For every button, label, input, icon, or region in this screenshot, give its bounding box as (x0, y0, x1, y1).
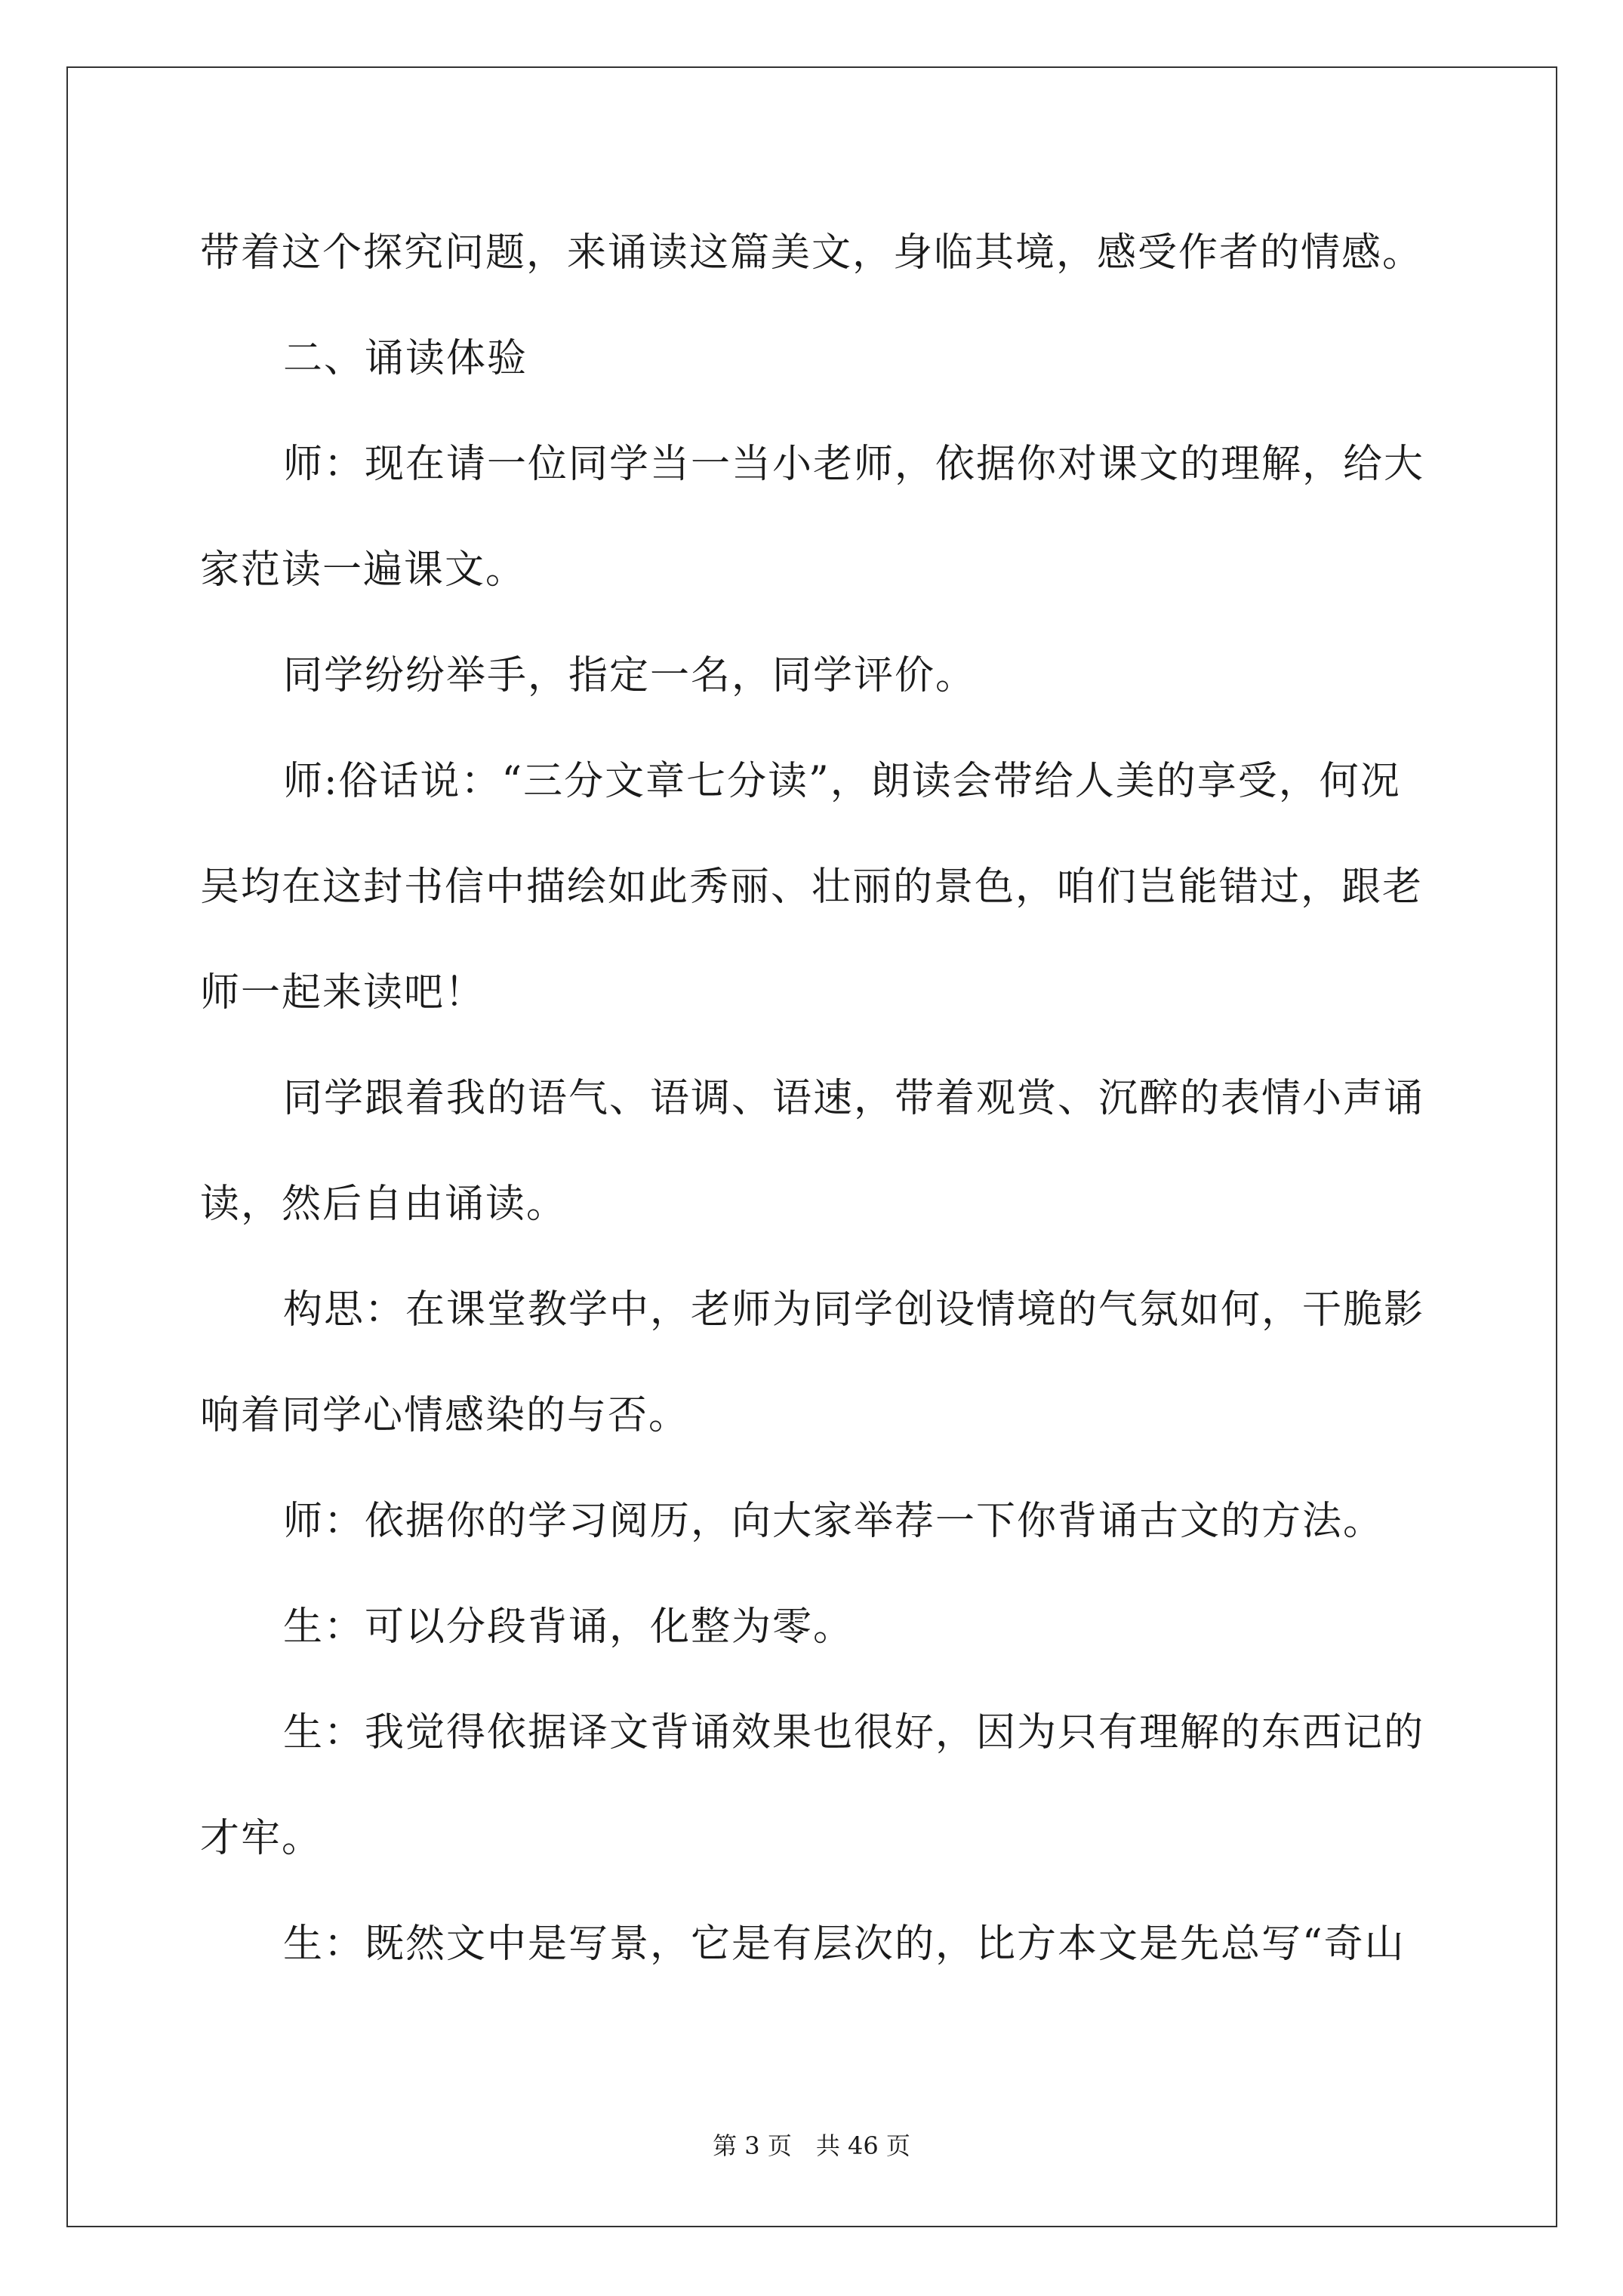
text-line: 才牢。 (200, 1816, 323, 1861)
text-line: 响着同学心情感染的与否。 (200, 1393, 690, 1438)
page-number-footer: 第 3 页 共 46 页 (713, 2131, 910, 2160)
text-line: 师：现在请一位同学当一当小老师，依据你对课文的理解，给大 (283, 442, 1425, 487)
section-heading: 二、诵读体验 (283, 336, 528, 381)
text-line: 师：依据你的学习阅历，向大家举荐一下你背诵古文的方法。 (283, 1499, 1384, 1544)
text-line: 生：既然文中是写景，它是有层次的，比方本文是先总写“奇山 (283, 1922, 1406, 1967)
text-line: 师一起来读吧！ (200, 970, 486, 1015)
text-line: 同学纷纷举手，指定一名，同学评价。 (283, 653, 977, 698)
text-line: 吴均在这封书信中描绘如此秀丽、壮丽的景色，咱们岂能错过，跟老 (200, 864, 1424, 910)
text-line: 读，然后自由诵读。 (200, 1182, 568, 1227)
text-line: 同学跟着我的语气、语调、语速，带着观赏、沉醉的表情小声诵 (283, 1076, 1425, 1121)
text-line: 构思：在课堂教学中，老师为同学创设情境的气氛如何，干脆影 (283, 1287, 1425, 1333)
text-line: 家范读一遍课文。 (200, 547, 527, 593)
text-line: 生：我觉得依据译文背诵效果也很好，因为只有理解的东西记的 (283, 1710, 1425, 1755)
text-line: 师:俗话说：“三分文章七分读”，朗读会带给人美的享受，何况 (283, 759, 1401, 804)
text-line: 带着这个探究问题，来诵读这篇美文，身临其境，感受作者的情感。 (200, 230, 1424, 276)
page-frame (66, 66, 1557, 2227)
text-line: 生：可以分段背诵，化整为零。 (283, 1604, 855, 1650)
